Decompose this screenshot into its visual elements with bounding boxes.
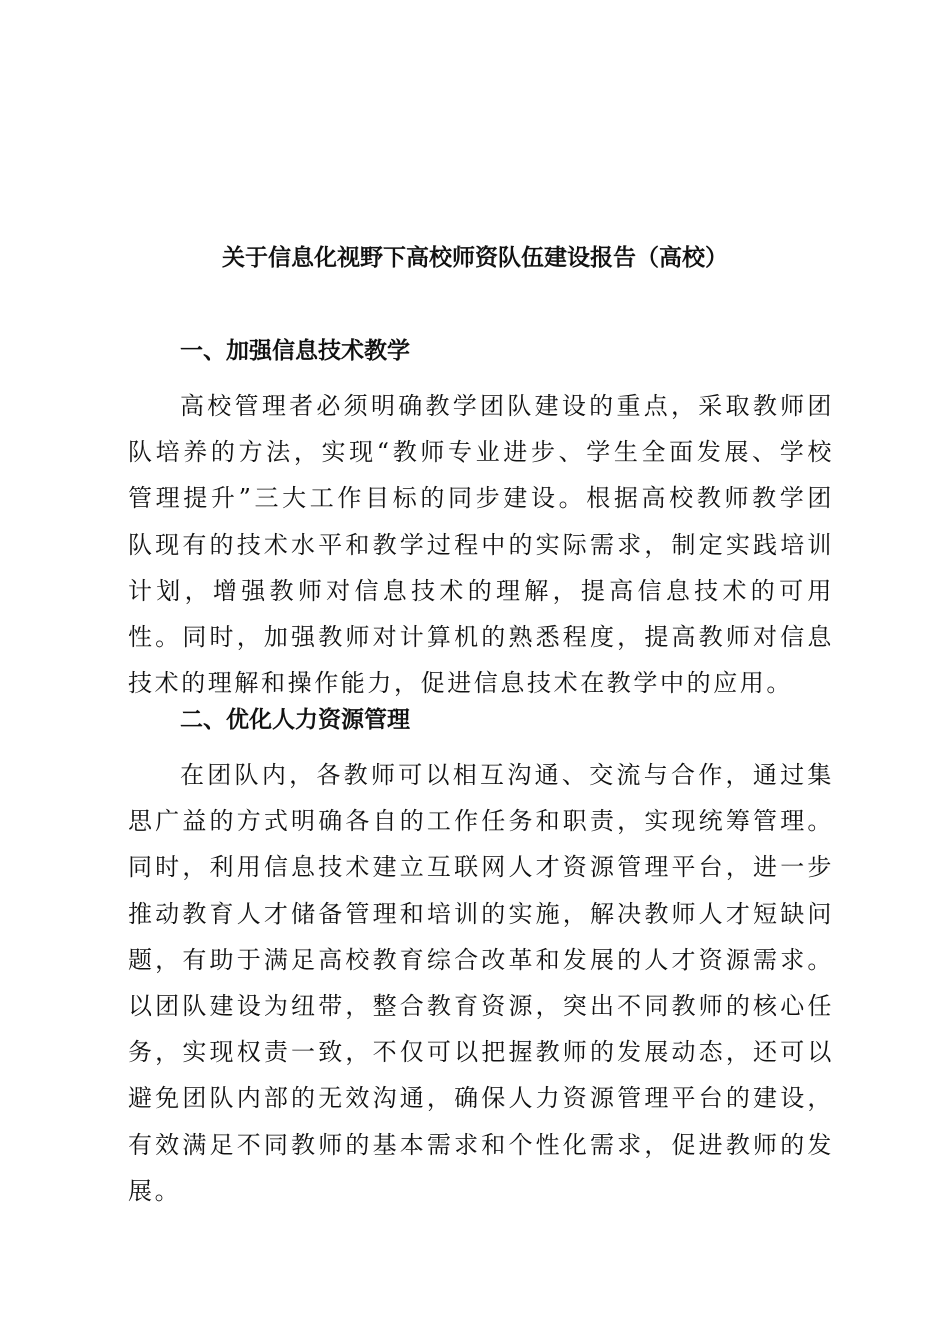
section-heading: 二、优化人力资源管理 <box>180 707 410 733</box>
document-title: 关于信息化视野下高校师资队伍建设报告（高校） <box>222 245 728 271</box>
section-paragraph: 在团队内，各教师可以相互沟通、交流与合作，通过集思广益的方式明确各自的工作任务和职责，实现统筹管理。同时，利用信息技术建立互联网人才资源管理平台，进一步推动教育人才储备管理和培训的实施，解决教师人才短缺问题，有助于满足高校教育综合改革和发展的人才资源需求。以团队建设为纽带，整合教育资源，突出不同教师的核心任务，实现权责一致，不仅可以把握教师的发展动态，还可以避免团队内部的无效沟通，确保人力资源管理平台的建设，有效满足不同教师的基本需求和个性化需求，促进教师的发展。 <box>128 761 834 1205</box>
section-human-resource-management <box>128 704 834 1214</box>
section-heading: 一、加强信息技术教学 <box>180 338 410 364</box>
section-paragraph: 高校管理者必须明确教学团队建设的重点，采取教师团队培养的方法，实现“教师专业进步、学生全面发展、学校管理提升”三大工作目标的同步建设。根据高校教师教学团队现有的技术水平和教学过程中的实际需求，制定实践培训计划，增强教师对信息技术的理解，提高信息技术的可用性。同时，加强教师对计算机的熟悉程度，提高教师对信息技术的理解和操作能力，促进信息技术在教学中的应用。 <box>128 392 834 698</box>
section-information-technology-teaching <box>128 335 834 706</box>
